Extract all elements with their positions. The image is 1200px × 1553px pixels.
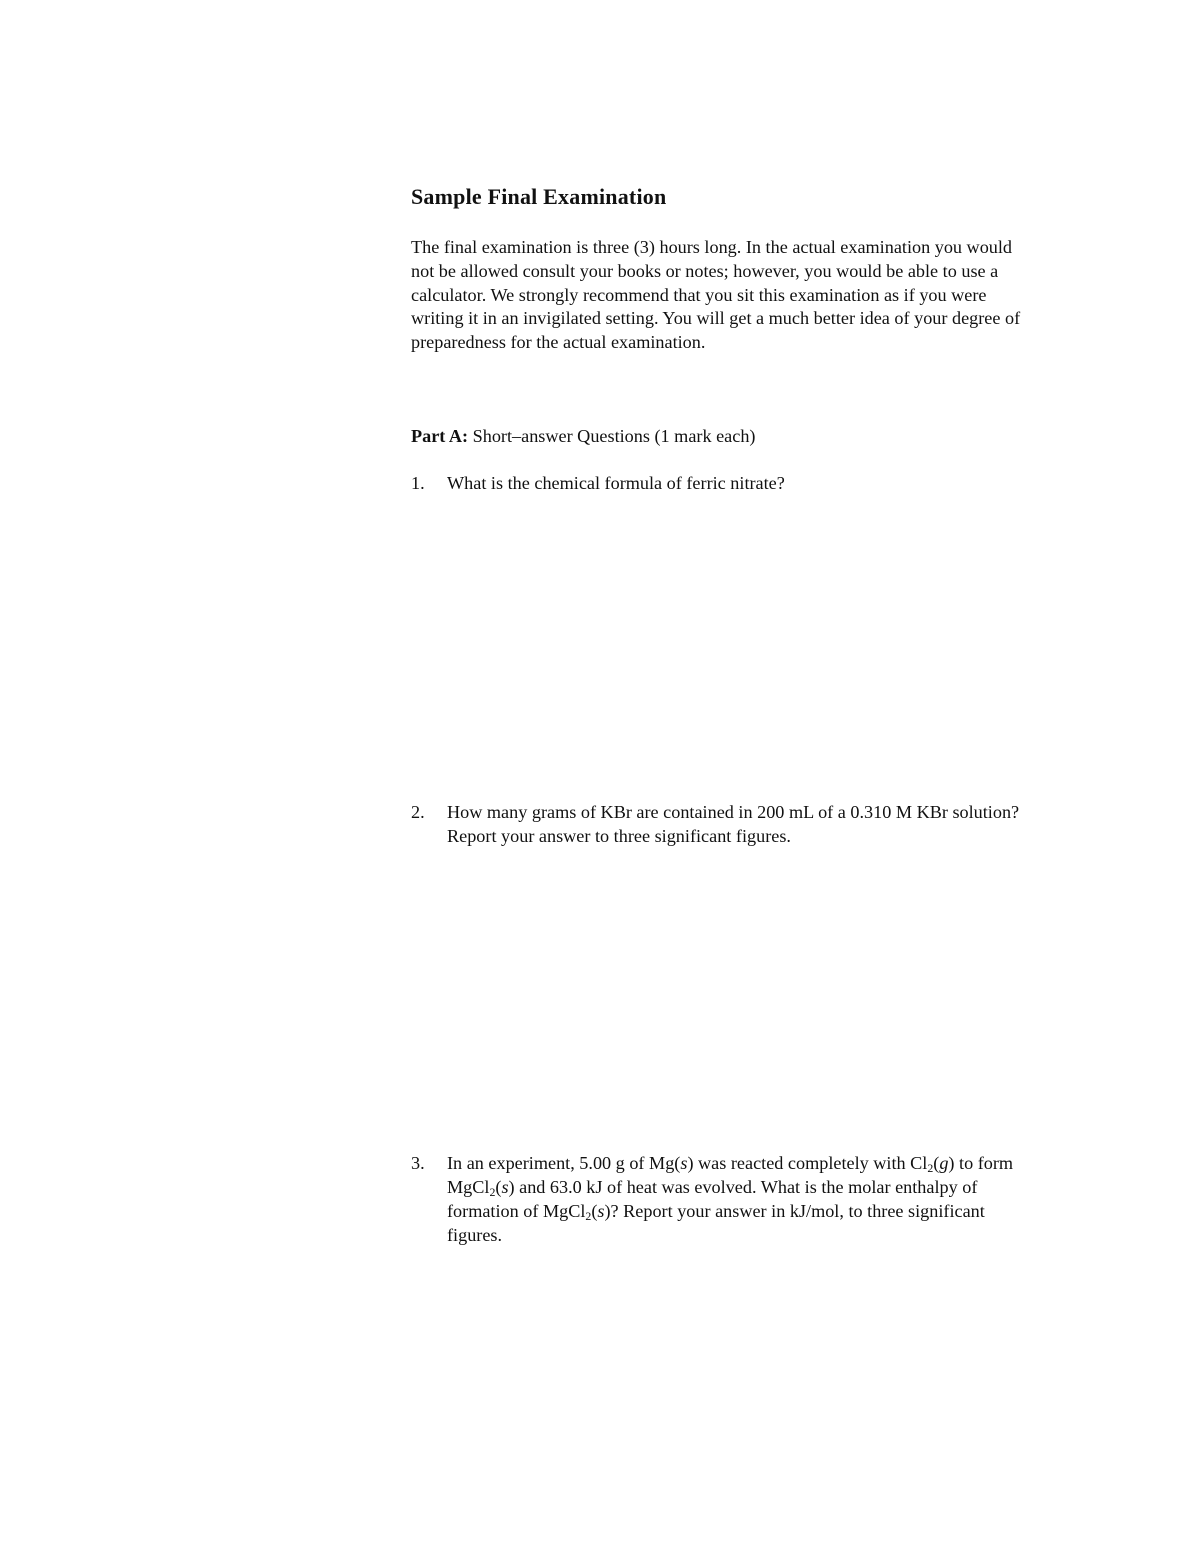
question-text: What is the chemical formula of ferric nitrate? — [447, 473, 785, 493]
part-a-heading — [411, 424, 755, 448]
question-number: 2. — [411, 802, 425, 822]
question-3 — [411, 1151, 1036, 1247]
page-title: Sample Final Examination — [411, 184, 667, 209]
question-1 — [411, 471, 1036, 495]
question-text: How many grams of KBr are contained in 200 mL of a 0.310 M KBr solution? Report your answer to three significant figures. — [447, 802, 1020, 846]
question-2 — [411, 800, 1036, 848]
part-a-label: Part A: — [411, 426, 469, 446]
part-a-title: Short–answer Questions (1 mark each) — [468, 426, 756, 446]
question-number: 1. — [411, 473, 425, 493]
intro-paragraph: The final examination is three (3) hours long. In the actual examination you would not be allowed consult your books or notes; however, you would be able to use a calculator. We strongly recommend that you sit this examination as if you were writing it in an invigilated setting. You will get a much better idea of your degree of preparedness for the actual examination. — [411, 237, 1021, 353]
question-number: 3. — [411, 1153, 425, 1173]
question-text: In an experiment, 5.00 g of Mg(s) was reacted completely with $Cl_2(g)$ to form MgCl$_2$(s) and 63.0 kJ of heat was evolved. What is the molar enthalpy of formation of MgCl$_2$(s)? Report your answer in kJ/mol, to three significant figures. — [447, 1153, 1014, 1245]
